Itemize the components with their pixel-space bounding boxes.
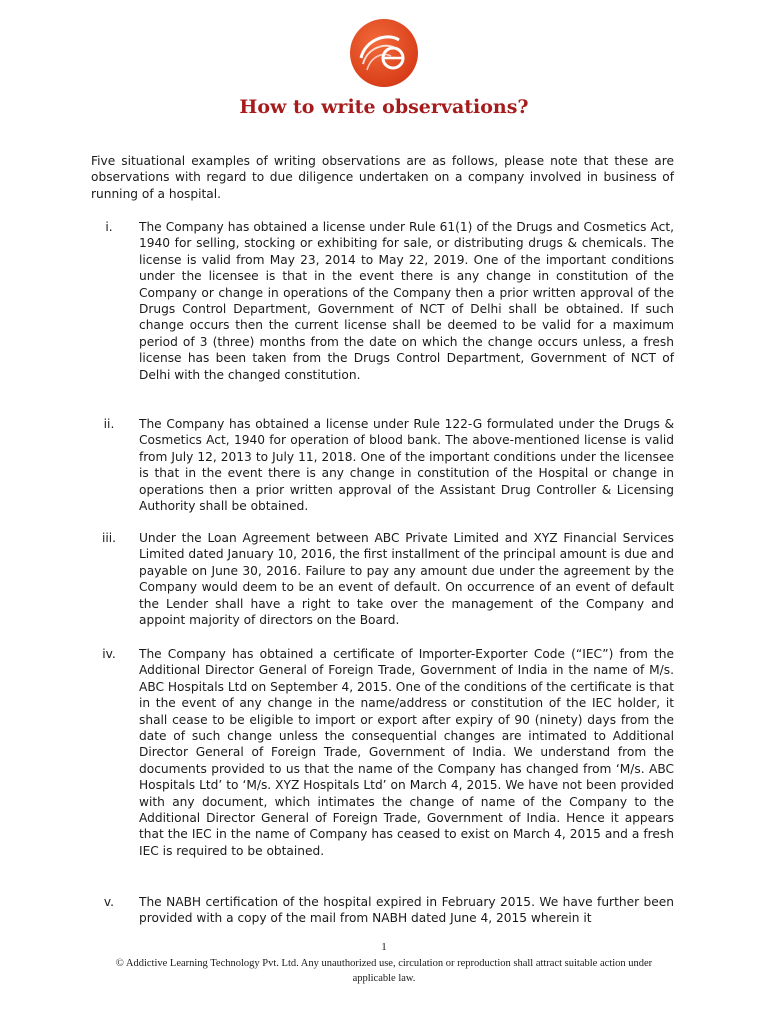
item-number: ii. <box>103 417 115 431</box>
item-number: v. <box>103 895 115 909</box>
observation-item <box>91 894 674 927</box>
company-logo-icon <box>349 18 419 88</box>
item-number: iv. <box>102 647 116 661</box>
intro-paragraph: Five situational examples of writing observations are as follows, please note that these are observations with regard to due diligence undertaken on a company involved in business of running of a hospital. <box>91 154 674 201</box>
page-title: How to write observations? <box>239 96 529 118</box>
page-number: 1 <box>381 941 387 953</box>
observation-item <box>91 530 674 628</box>
item-text: The Company has obtained a license under Rule 122-G formulated under the Drugs & Cosmetics Act, 1940 for operation of blood bank. The above-mentioned license is valid from July 12, 2013 to July 11, 2018. One of the important conditions under the licensee is that in the event there is any change in constitution of the Hospital or change in operations then a prior written approval of the Assistant Drug Controller & Licensing Authority shall be obtained. <box>139 417 674 514</box>
item-number: iii. <box>101 531 117 545</box>
observation-item <box>91 219 674 383</box>
item-number: i. <box>105 220 113 234</box>
copyright-footer: © Addictive Learning Technology Pvt. Ltd. Any unauthorized use, circulation or reproduction shall attract suitable action under applicable law. <box>115 958 653 984</box>
item-text: The NABH certification of the hospital expired in February 2015. We have further been provided with a copy of the mail from NABH dated June 4, 2015 wherein it <box>139 895 674 926</box>
item-text: The Company has obtained a license under Rule 61(1) of the Drugs and Cosmetics Act, 1940 for selling, stocking or exhibiting for sale, or distributing drugs & chemicals. The license is valid from May 23, 2014 to May 22, 2019. One of the important conditions under the licensee is that in the event there is any change in constitution of the Company or change in operations of the Company then a prior written approval of the Drugs Control Department, Government of NCT of Delhi shall be obtained. If such change occurs then the current license shall be deemed to be valid for a maximum period of 3 (three) months from the date on which the change occurs unless, a fresh license has been taken from the Drugs Control Department, Government of NCT of Delhi with the changed constitution. <box>139 220 674 382</box>
item-text: Under the Loan Agreement between ABC Private Limited and XYZ Financial Services Limited dated January 10, 2016, the first installment of the principal amount is due and payable on June 30, 2016. Failure to pay any amount due under the agreement by the Company would deem to be an event of default. On occurrence of an event of default the Lender shall have a right to take over the management of the Company and appoint majority of directors on the Board. <box>139 531 674 628</box>
item-text: The Company has obtained a certificate of Importer-Exporter Code (“IEC”) from the Additional Director General of Foreign Trade, Government of India in the name of M/s. ABC Hospitals Ltd on September 4, 2015. One of the conditions of the certificate is that in the event of any change in the name/address or constitution of the IEC holder, it shall cease to be eligible to import or export after expiry of 90 (ninety) days from the date of such change unless the consequential changes are intimated to Additional Director General of Foreign Trade, Government of India. We understand from the documents provided to us that the name of the Company has changed from ‘M/s. ABC Hospitals Ltd’ to ‘M/s. XYZ Hospitals Ltd’ on March 4, 2015. We have not been provided with any document, which intimates the change of name of the Company to the Additional Director General of Foreign Trade, Government of India. Hence it appears that the IEC in the name of Company has ceased to exist on March 4, 2015 and a fresh IEC is required to be obtained. <box>139 647 674 858</box>
observation-item <box>91 646 674 859</box>
observation-item <box>91 416 674 514</box>
